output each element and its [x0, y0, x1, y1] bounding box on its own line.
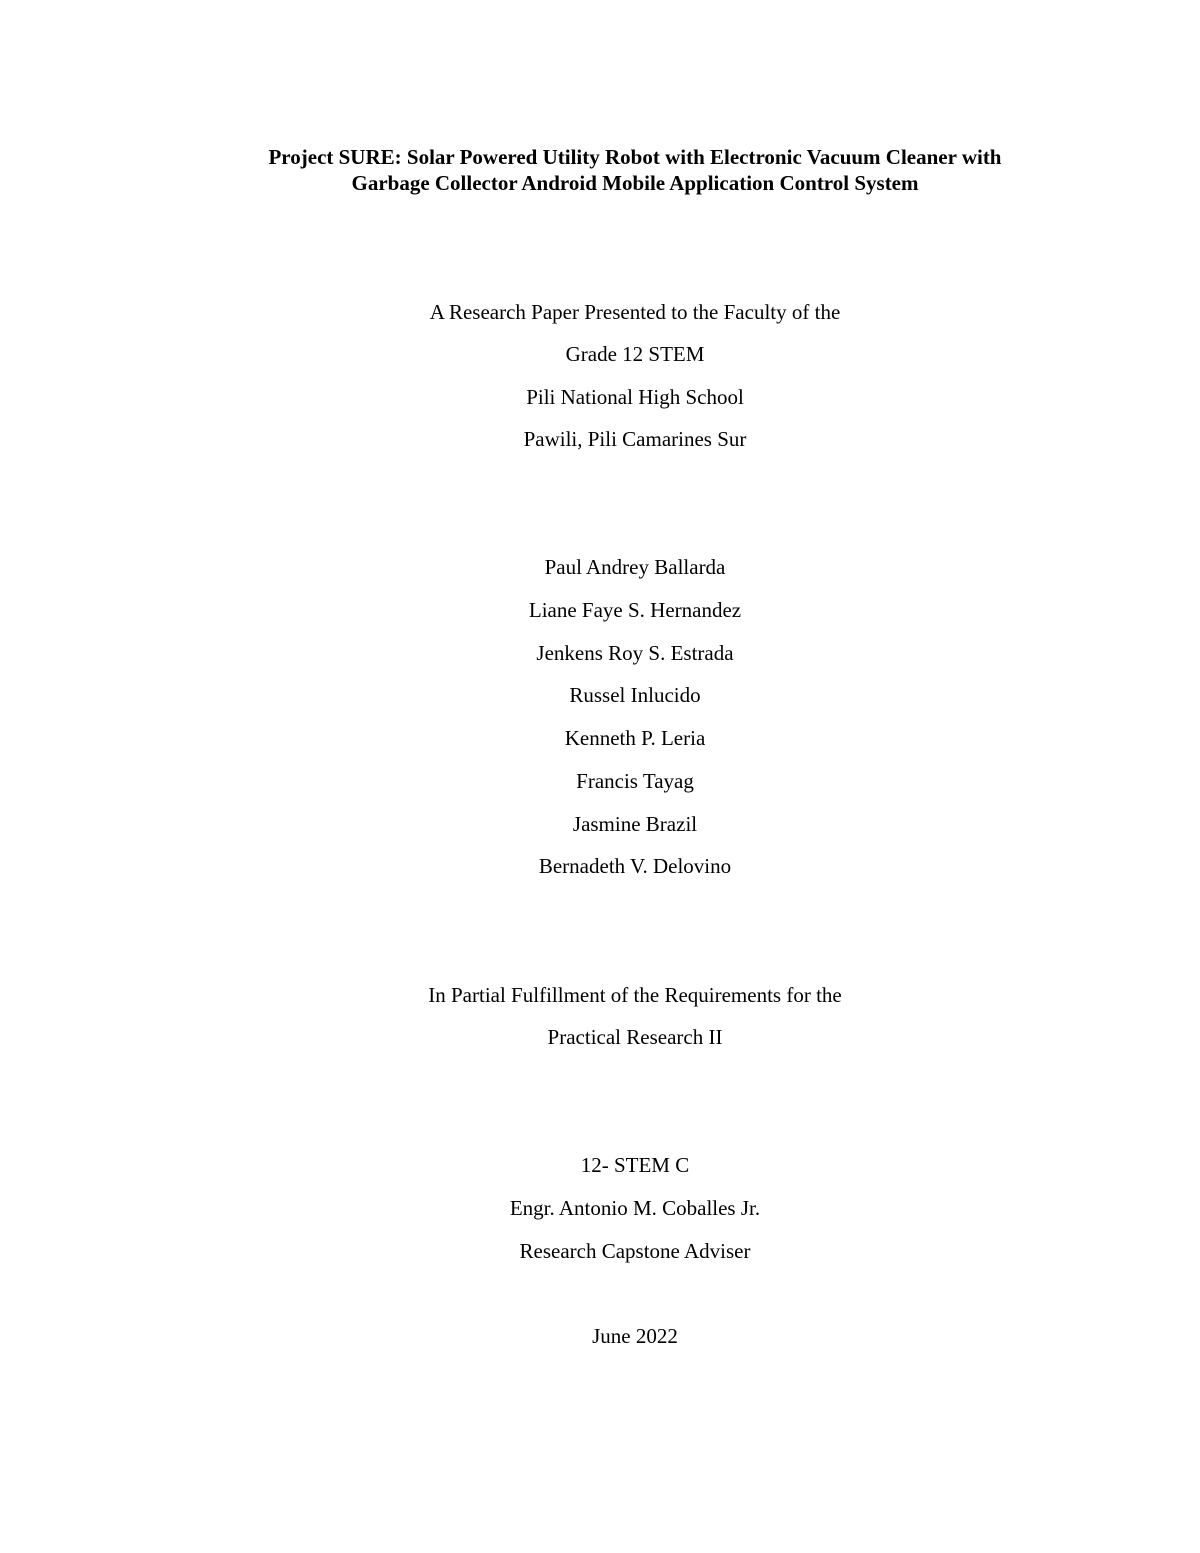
author-name: Francis Tayag — [576, 769, 694, 793]
presentation-line: A Research Paper Presented to the Faculty of the — [429, 300, 841, 324]
document-date: June 2022 — [592, 1324, 678, 1348]
presentation-line: Grade 12 STEM — [565, 342, 705, 366]
fulfillment-line: Practical Research II — [547, 1025, 723, 1049]
title-line-1: Project SURE: Solar Powered Utility Robot with Electronic Vacuum Cleaner with — [268, 145, 1002, 169]
author-name: Jenkens Roy S. Estrada — [536, 641, 734, 665]
author-name: Jasmine Brazil — [572, 812, 698, 836]
adviser-role: Research Capstone Adviser — [519, 1239, 751, 1263]
author-name: Bernadeth V. Delovino — [538, 854, 732, 878]
presentation-line: Pawili, Pili Camarines Sur — [523, 427, 747, 451]
adviser-name: Engr. Antonio M. Coballes Jr. — [509, 1196, 761, 1220]
author-name: Russel Inlucido — [569, 683, 701, 707]
presentation-line: Pili National High School — [526, 385, 744, 409]
title-line-2: Garbage Collector Android Mobile Application Control System — [351, 171, 919, 195]
fulfillment-line: In Partial Fulfillment of the Requirements for the — [428, 983, 842, 1007]
section-label: 12- STEM C — [580, 1153, 690, 1177]
author-name: Liane Faye S. Hernandez — [528, 598, 742, 622]
author-name: Paul Andrey Ballarda — [544, 555, 726, 579]
author-name: Kenneth P. Leria — [564, 726, 706, 750]
